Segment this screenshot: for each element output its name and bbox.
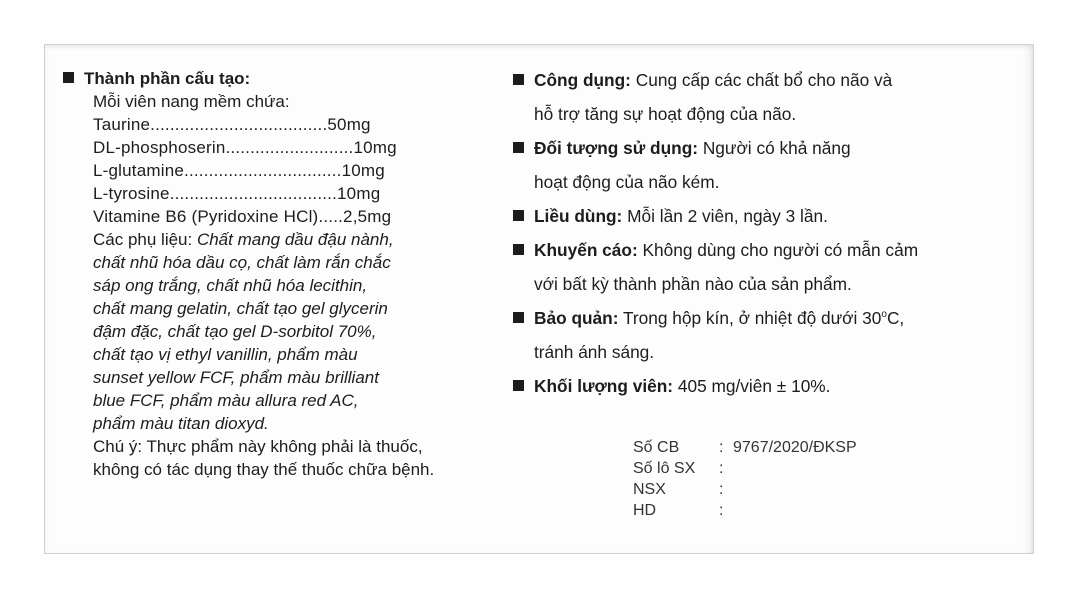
excipients-text: đậm đặc, chất tạo gel D-sorbitol 70%, [93,322,377,341]
weight-label: Khối lượng viên: [534,376,674,396]
square-bullet-icon [513,74,524,85]
warning-line [513,233,1033,267]
square-bullet-icon [513,142,524,153]
note-line: Chú ý: Thực phẩm này không phải là thuốc, [93,437,423,456]
registration-colon: : [719,481,724,498]
storage-line [513,301,1033,335]
uses-label: Công dụng: [534,70,631,90]
excipients-text: chất nhũ hóa dầu cọ, chất làm rắn chắc [93,253,391,272]
registration-row [633,500,857,521]
storage-text: Trong hộp kín, ở nhiệt độ dưới 30 [618,308,882,328]
uses-text-2: hỗ trợ tăng sự hoạt động của não. [534,104,797,124]
excipients-text: phẩm màu titan dioxyd. [93,414,269,433]
square-bullet-icon [513,210,524,221]
excipients-line [63,228,531,251]
registration-row [633,437,857,458]
excipients-text: sunset yellow FCF, phẩm màu brilliant [93,368,379,387]
note-line: không có tác dụng thay thế thuốc chữa bệnh. [93,460,435,479]
uses-text: Cung cấp các chất bổ cho não và [630,70,893,90]
registration-row [633,479,857,500]
target-label: Đối tượng sử dụng: [534,138,699,158]
registration-colon: : [719,502,724,519]
warning-label: Khuyến cáo: [534,240,638,260]
target-text-2: hoạt động của não kém. [534,172,720,192]
weight-line [513,369,1033,403]
composition-heading: Thành phần cấu tạo: [84,69,251,88]
ingredient-line: L-tyrosine..................................10mg [93,184,381,203]
composition-intro: Mỗi viên nang mềm chứa: [93,92,290,111]
registration-value: 9767/2020/ĐKSP [733,439,857,456]
package-panel [44,44,1034,554]
excipients-text: chất mang gelatin, chất tạo gel glycerin [93,299,388,318]
dosage-label: Liều dùng: [534,206,623,226]
info-column [513,63,1033,403]
composition-heading-line [63,67,531,90]
square-bullet-icon [63,72,74,83]
storage-text-2: tránh ánh sáng. [534,342,655,362]
ingredient-line: Vitamine B6 (Pyridoxine HCl).....2,5mg [93,207,392,226]
uses-line [513,63,1033,97]
target-line [513,131,1033,165]
excipients-text: sáp ong trắng, chất nhũ hóa lecithin, [93,276,368,295]
square-bullet-icon [513,244,524,255]
storage-unit: C, [886,308,905,328]
excipients-label: Các phụ liệu: [93,230,197,249]
registration-key: Số lô SX [633,460,696,477]
registration-block [633,437,857,521]
registration-row [633,458,857,479]
warning-text: Không dùng cho người có mẫn cảm [637,240,919,260]
registration-colon: : [719,439,724,456]
square-bullet-icon [513,312,524,323]
warning-text-2: với bất kỳ thành phần nào của sản phẩm. [534,274,852,294]
composition-column [63,67,531,481]
weight-text: 405 mg/viên ± 10%. [673,376,831,396]
ingredient-line: DL-phosphoserin..........................10mg [93,138,397,157]
square-bullet-icon [513,380,524,391]
excipients-text: blue FCF, phẩm màu allura red AC, [93,391,359,410]
degree-mark: o [881,309,887,320]
ingredient-line: L-glutamine................................10mg [93,161,385,180]
dosage-text: Mỗi lần 2 viên, ngày 3 lần. [622,206,828,226]
registration-key: Số CB [633,439,680,456]
registration-colon: : [719,460,724,477]
ingredient-line: Taurine....................................50mg [93,115,371,134]
excipients-text: chất tạo vị ethyl vanillin, phẩm màu [93,345,358,364]
target-text: Người có khả năng [698,138,851,158]
excipients-text: Chất mang dầu đậu nành, [196,230,394,249]
storage-label: Bảo quản: [534,308,619,328]
registration-key: NSX [633,481,666,498]
registration-key: HD [633,502,657,519]
dosage-line [513,199,1033,233]
